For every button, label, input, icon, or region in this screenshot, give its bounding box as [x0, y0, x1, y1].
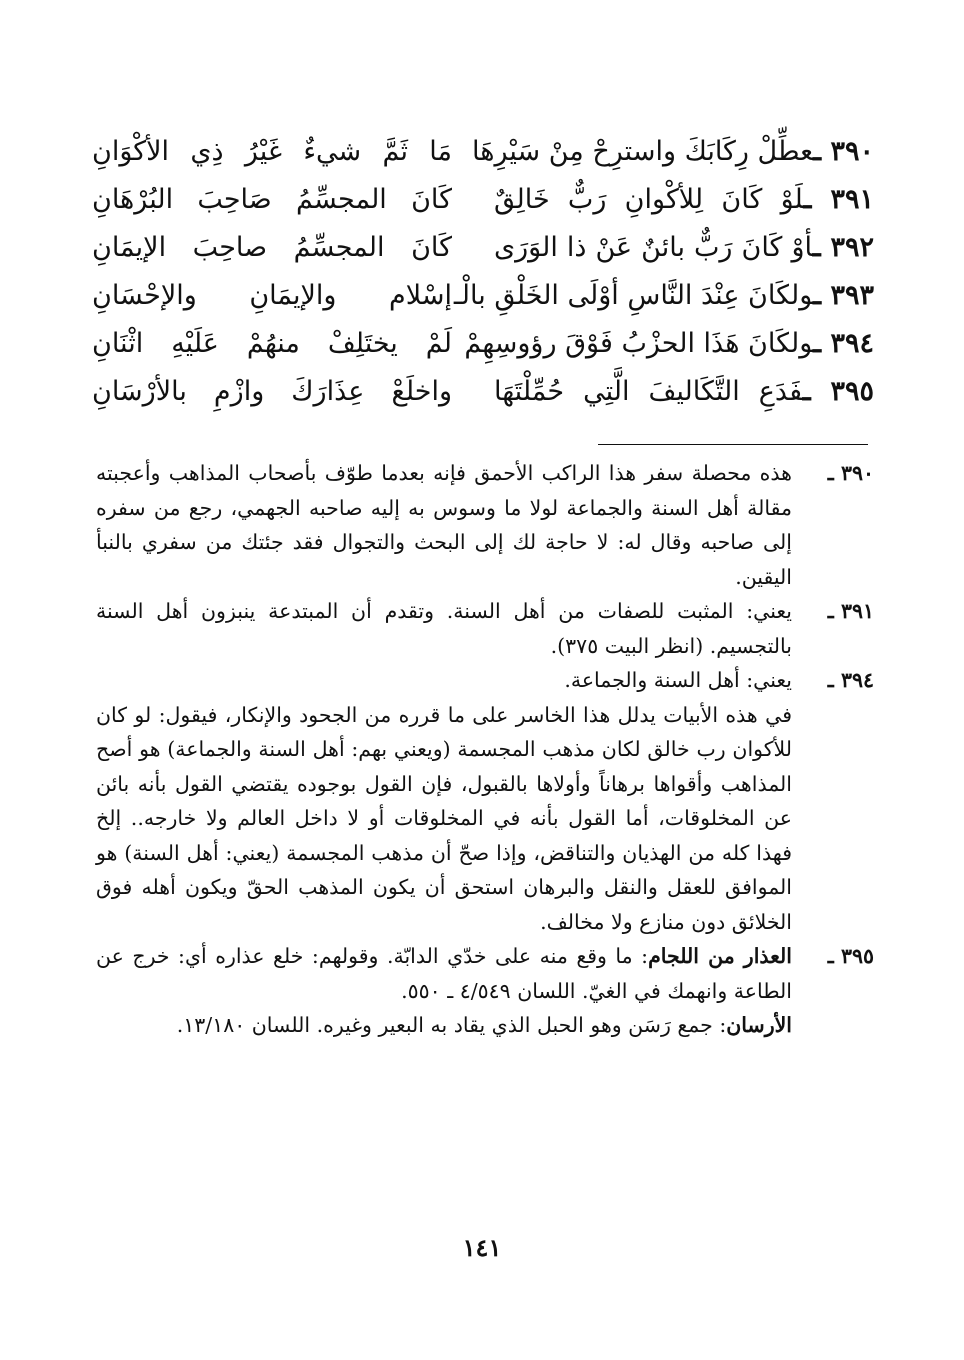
footnote-text: يعني: أهل السنة والجماعة.	[564, 668, 792, 692]
footnotes	[96, 456, 874, 1043]
verse-first-hemistich	[453, 272, 874, 320]
verse-391	[92, 176, 874, 224]
footnote-number: ٣٩١ ـ	[827, 599, 874, 623]
footnote-number: ٣٩٤ ـ	[827, 668, 874, 692]
verse-second-hemistich: كَانَ المجسِّمُ صاحِبَ الإيمَانِ	[92, 232, 452, 263]
hemistich-text: عطِّلْ رِكَابَكَ واسترِحْ مِنْ سَيْرِهَا	[472, 136, 814, 167]
hemistich-text: أوْ كَانَ رَبٌّ بائنٌ عَنْ ذا الوَرَى	[494, 232, 813, 263]
hemistich-text: ولكَانَ عِنْدَ النَّاسِ أوْلَى الخَلْقِ بالْـ	[453, 280, 814, 311]
hemistich-text: لَوْ كَانَ لِلأكْوانِ رَبٌّ خَالِقٌ	[494, 184, 804, 215]
footnote-separator	[598, 444, 868, 445]
verse-second-hemistich: كَانَ المجسِّمُ صَاحِبَ البُرْهَانِ	[92, 184, 452, 215]
page-number: ١٤١	[462, 1233, 502, 1262]
footnote-391	[96, 594, 874, 663]
hemistich-text: فَدَعِ التَّكَاليفَ الَّتِي حُمِّلْتَهَا	[494, 376, 803, 407]
verse-number: ٣٩١ ـ	[803, 184, 875, 215]
footnote-text: هذه محصلة سفر هذا الراكب الأحمق فإنه بعدما طوّف بأصحاب المذاهب وأعجبته مقالة أهل السنة والجماعة لولا ما وسوس به إليه صاحبه الجهمي، رجع من سفره إلى صاحبه وقال له: لا حاجة لك إلى البحث والتجوال فقد جئتك من سفري بالنبأ اليقين.	[96, 461, 792, 589]
verse-number: ٣٩٤ ـ	[813, 328, 874, 359]
verse-first-hemistich	[464, 320, 874, 368]
footnote-text	[96, 939, 792, 1008]
verse-first-hemistich	[472, 128, 874, 176]
verse-393	[92, 272, 874, 320]
verse-second-hemistich: مَا ثَمَّ شيءٌ غَيْرُ ذِي الأكْوَانِ	[92, 136, 452, 167]
commentary-paragraph: في هذه الأبيات يدلل هذا الخاسر على ما قرره من الجحود والإنكار، فيقول: لو كان للأكوان رب خالق لكان مذهب المجسمة (ويعني بهم: أهل السنة والجماعة) هو أصح المذاهب وأقواها برهاناً وأولاها بالقبول، فإن القول بوجوده يقتضي القول بأنه بائن عن المخلوقات، أما القول بأنه في المخلوقات أو لا داخل العالم ولا خارجه.. إلخ فهذا كله من الهذيان والتناقض، وإذا صحّ أن مذهب المجسمة (يعني: أهل السنة) هو الموافق للعقل والنقل والبرهان استحق أن يكون المذهب الحقّ ويكون أهله فوق الخلائق دون منازع ولا مخالف.	[96, 702, 792, 934]
verse-395	[92, 368, 874, 416]
footnote-number: ٣٩٥ ـ	[827, 944, 874, 968]
verse-first-hemistich	[494, 368, 874, 416]
verse-first-hemistich	[494, 224, 874, 272]
footnote-text	[96, 1008, 792, 1043]
definition-text: : جمع رَسَن وهو الحبل الذي يقاد به البعير وغيره. اللسان ١٣/١٨٠.	[176, 1013, 727, 1037]
footnote-394	[96, 663, 874, 698]
footnote-number: ٣٩٠ ـ	[827, 461, 874, 485]
verse-number: ٣٩٣ ـ	[813, 280, 874, 311]
verse-number: ٣٩٥ ـ	[802, 376, 875, 407]
verse-second-hemistich: واخلَعْ عِذَارَكَ وازْمِ بالأرْسَانِ	[92, 376, 452, 407]
defined-term: العذار من اللجام	[648, 944, 792, 968]
verse-second-hemistich: إسْلام والإيمَانِ والإحْسَانِ	[92, 280, 452, 311]
verse-392	[92, 224, 874, 272]
footnote-390	[96, 456, 874, 594]
poem-block	[92, 128, 874, 416]
verse-number: ٣٩٠ ـ	[813, 136, 874, 167]
footnote-text: يعني: المثبت للصفات من أهل السنة. وتقدم أن المبتدعة ينبزون أهل السنة بالتجسيم. (انظر البيت ٣٧٥).	[96, 599, 792, 658]
verse-394	[92, 320, 874, 368]
verse-first-hemistich	[494, 176, 874, 224]
verse-second-hemistich: لَمْ يختَلِفْ منهُمْ عَلَيْهِ اثْنَانِ	[92, 328, 452, 359]
footnote-395	[96, 939, 874, 1043]
verse-number: ٣٩٢ ـ	[812, 232, 874, 263]
hemistich-text: ولكَانَ هَذَا الحزْبُ فَوْقَ رؤوسِهِمْ	[464, 328, 814, 359]
verse-390	[92, 128, 874, 176]
definition-text: : ما وقع منه على خدّي الدابّة. وقولهم: خلع عذاره أي: خرج عن الطاعة وانهمك في الغيّ. اللسان ٤/٥٤٩ ـ ٥٥٠.	[96, 944, 792, 1003]
defined-term: الأرسان	[726, 1013, 792, 1037]
